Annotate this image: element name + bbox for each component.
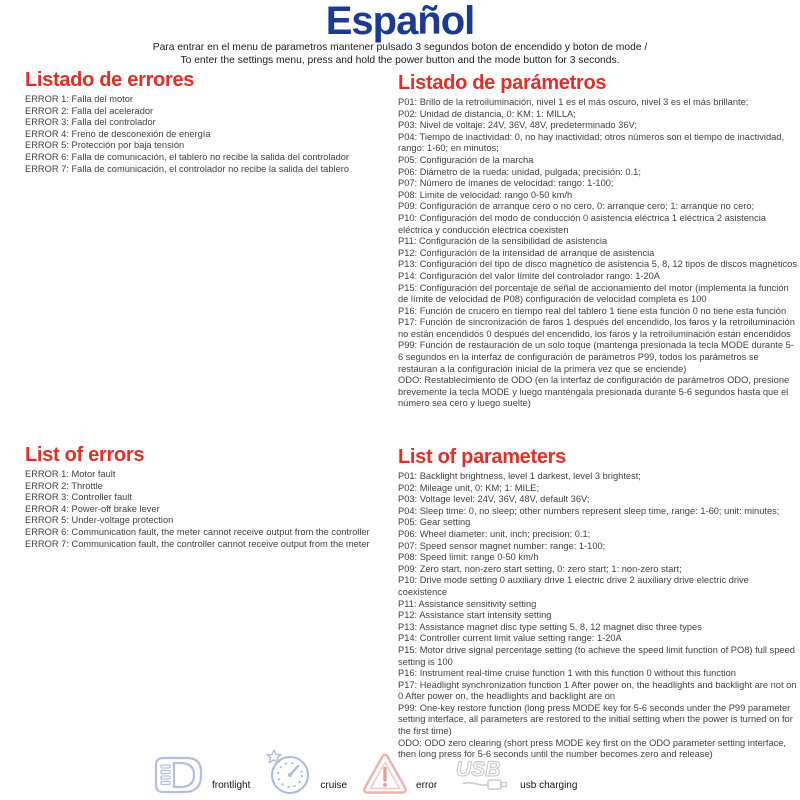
list-item: ERROR 5: Under-voltage protection (25, 515, 174, 526)
legend-item-frontlight (152, 755, 250, 795)
list-item: ERROR 4: Freno de desconexión de energía (25, 128, 211, 139)
section-heading-errors-en: List of errors (25, 444, 145, 466)
error-icon (362, 752, 408, 795)
list-item: P09: Zero start, non-zero start setting, 0: zero start; 1: non-zero start; (398, 563, 682, 574)
list-item: P12: Configuración de la intensidad de arranque de asistencia (398, 247, 655, 258)
list-item: ERROR 1: Falla del motor (25, 94, 133, 104)
list-item: ERROR 6: Falla de comunicación, el tablero no recibe la salida del controlador (25, 151, 350, 162)
error-list-es (25, 94, 397, 175)
usb-icon (452, 753, 512, 795)
parameter-list-es (398, 97, 798, 410)
list-item: ODO: Restablecimiento de ODO (en la interfaz de configuración de parámetros ODO, presione brevemente la tecla MODE y luego manténgala presionada durante 5-6 segundos hasta que el número sea cero y luego suelte) (398, 375, 790, 409)
cruise-label: cruise (320, 780, 348, 791)
list-item: P04: Sleep time: 0, no sleep; other numbers represent sleep time, range: 1-60; unit: minutes; (398, 505, 780, 516)
list-item: P13: Configuración del tipo de disco magnético de asistencia 5, 8, 12 tipos de discos magnéticos (398, 259, 797, 270)
list-item: P07: Speed sensor magnet number: range: 1-100; (398, 540, 606, 551)
page-title: Español (325, 0, 475, 43)
list-item: ERROR 5: Protección por baja tensión (25, 140, 185, 151)
list-item: P99: One-key restore function (long press MODE key for 5-6 seconds under the P99 parameter setting interface, all parameters are restored to the initial setting when the power is turned on for the first time) (398, 702, 793, 737)
list-item: P12: Assistance start intensity setting (398, 610, 552, 621)
list-item: P10: Configuración del modo de conducción 0 asistencia eléctrica 1 eléctrica 2 asistencia eléctrica y conducción eléctrica coexisten (398, 212, 766, 235)
error-label: error (416, 780, 438, 791)
subtitle-line-es: Para entrar en el menu de parametros mantener pulsado 3 segundos boton de encendido y boton de mode / (152, 42, 648, 53)
section-listado-de-errores (25, 69, 397, 175)
list-item: ERROR 4: Power-off brake lever (25, 503, 160, 514)
footer-legend (152, 748, 577, 795)
error-list-en (25, 469, 397, 550)
list-item: P08: Speed limit: range 0-50 km/h (398, 552, 539, 563)
legend-item-error (362, 752, 437, 795)
list-item: P14: Configuración del valor límite del controlador rango: 1-20A (398, 270, 661, 281)
list-item: P15: Motor drive signal percentage setting (to achieve the speed limit function of PO8) full speed setting is 100 (398, 644, 795, 667)
section-heading-parameters-en: List of parameters (398, 446, 566, 468)
list-item: ERROR 7: Falla de comunicación, el controlador no recibe la salida del tablero (25, 163, 350, 174)
list-item: P17: Función de sincronización de faros 1 después del encendido, los faros y la retroiluminación no están encendidos 0 después del encendido, los faros y la retroiluminación están encendidos (398, 317, 795, 339)
list-item: ERROR 3: Falla del controlador (25, 117, 156, 128)
section-list-of-parameters (398, 446, 798, 761)
subtitle-line-en: To enter the settings menu, press and hold the power button and the mode button for 3 seconds. (180, 54, 620, 66)
frontlight-icon (152, 755, 204, 795)
list-item: ERROR 6: Communication fault, the meter cannot receive output from the controller (25, 526, 370, 537)
list-item: P03: Nivel de voltaje: 24V, 36V, 48V, predeterminado 36V; (398, 120, 637, 131)
list-item: P99: Función de restauración de un solo toque (mantenga presionada la tecla MODE durante 5-6 segundos en la interfaz de configuración de parámetros P99, todos los parámetros se restauran a la configuración inicial de la primera vez que se enciende) (398, 340, 794, 374)
list-item: ERROR 2: Falla del acelerador (25, 105, 154, 116)
list-item: P03: Voltage level: 24V, 36V, 48V, default 36V; (398, 494, 590, 505)
list-item: ERROR 2: Throttle (25, 480, 103, 491)
list-item: P07: Número de imanes de velocidad: rango: 1-100; (398, 178, 614, 189)
section-heading-parametros-es: Listado de parámetros (398, 72, 607, 94)
list-item: ERROR 1: Motor fault (25, 469, 116, 479)
list-item: P09: Configuración de arranque cero o no cero, 0: arranque cero; 1: arranque no cero; (398, 201, 755, 212)
list-item: P01: Backlight brightness, level 1 darkest, level 3 brightest; (398, 471, 641, 481)
list-item: P06: Diámetro de la rueda: unidad, pulgada; precisión: 0.1; (398, 166, 641, 177)
legend-item-cruise (265, 748, 347, 795)
list-item: ODO: ODO zero clearing (short press MODE key first on the ODO parameter setting interface, then long press for 5-6 seconds until the number becomes zero and release) (398, 737, 787, 760)
list-item: P11: Assistance sensitivity setting (398, 598, 537, 609)
usb-charging-label: usb charging (520, 780, 578, 791)
list-item: ERROR 3: Controller fault (25, 492, 132, 503)
list-item: P15: Configuración del porcentaje de señal de accionamiento del motor (implementa la función de límite de velocidad de P08) configuración de velocidad completa es 100 (398, 282, 789, 305)
list-item: P13: Assistance magnet disc type setting 5, 8, 12 magnet disc three types (398, 621, 702, 632)
list-item: P04: Tiempo de inactividad: 0, no hay inactividad; otros números son el tiempo de inactividad, rango: 1-60; en minutos; (398, 131, 785, 154)
list-item: P14: Controller current limit value setting range: 1-20A (398, 633, 622, 644)
list-item: P02: Mileage unit, 0: KM; 1: MILE; (398, 482, 540, 493)
section-heading-errores-es: Listado de errores (25, 69, 195, 91)
list-item: P05: Configuración de la marcha (398, 154, 534, 165)
list-item: P17: Headlight synchronization function 1 After power on, the headlights and backlight are not on 0 After power on, the headlights and backlight are on (398, 679, 797, 702)
header (0, 0, 800, 67)
list-item: P05: Gear setting (398, 517, 471, 528)
legend-item-usb (452, 753, 577, 795)
list-item: P11: Configuración de la sensibilidad de asistencia (398, 236, 608, 247)
list-item: P06: Wheel diameter: unit, inch; precision: 0.1; (398, 528, 591, 539)
list-item: P02: Unidad de distancia, 0: KM; 1: MILLA; (398, 108, 576, 119)
list-item: P16: Función de crucero en tiempo real del tablero 1 tiene esta función 0 no tiene esta función (398, 305, 787, 316)
cruise-icon (265, 748, 312, 795)
section-list-of-errors (25, 444, 397, 550)
list-item: P16: Instrument real-time cruise function 1 with this function 0 without this function (398, 668, 736, 679)
frontlight-label: frontlight (212, 780, 251, 791)
list-item: ERROR 7: Communication fault, the controller cannot receive output from the meter (25, 538, 370, 549)
list-item: P10: Drive mode setting 0 auxiliary drive 1 electric drive 2 auxiliary drive electric drive coexistence (398, 575, 749, 597)
svg-text:USB: USB (456, 758, 501, 781)
parameter-list-en (398, 471, 798, 761)
list-item: P01: Brillo de la retroiluminación, nivel 1 es el más oscuro, nivel 3 es el más brillante; (398, 97, 749, 107)
list-item: P08: Limite de velocidad: rango 0-50 km/h (398, 189, 573, 200)
section-listado-de-parametros (398, 72, 798, 410)
